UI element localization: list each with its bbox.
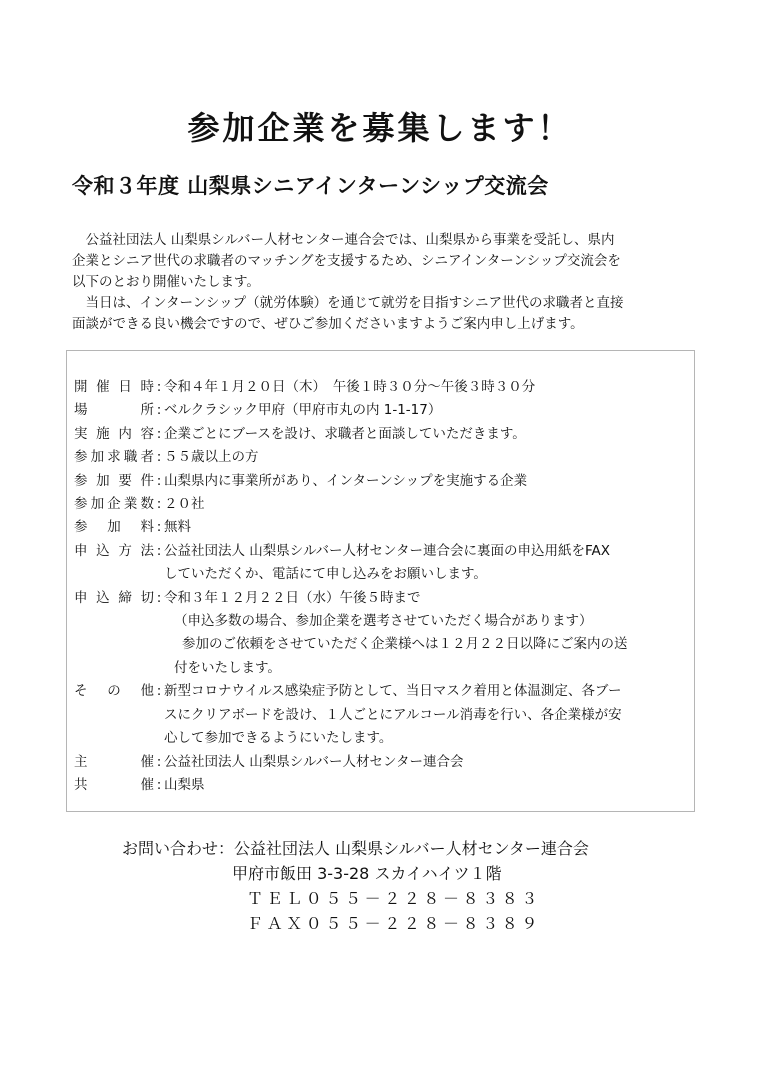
contact-address: 甲府市飯田 3-3-28 スカイハイツ１階 [232, 864, 502, 883]
detail-label [74, 516, 154, 539]
label-char: 他 [140, 683, 154, 700]
detail-label [74, 680, 154, 750]
contact-tel: ＴＥＬ０５５－２２８－８３８３ [247, 889, 542, 908]
detail-value: 公益社団法人 山梨県シルバー人材センター連合会に裏面の申込用紙をFAX していただくか、電話にて申し込みをお願いします。 [164, 542, 610, 583]
detail-row-requirements: 参 加 要 件 : 山梨県内に事業所があり、インターンシップを実施する企業 [74, 470, 694, 493]
label-char: そ [74, 683, 88, 700]
detail-label [74, 751, 154, 774]
label-char: 加 [107, 519, 121, 536]
detail-value: 山梨県 [164, 776, 205, 793]
detail-row-seekers: 参 加 求 職 者 : ５５歳以上の方 [74, 446, 694, 469]
label-char: 共 [74, 776, 88, 793]
intro-text [72, 230, 712, 335]
detail-row-date: 開 催 日 時 : 令和４年１月２０日（木） 午後１時３０分～午後３時３０分 [74, 376, 694, 399]
detail-label [74, 587, 154, 681]
detail-value: 令和４年１月２０日（木） 午後１時３０分～午後３時３０分 [164, 379, 536, 395]
detail-value: ２０社 [164, 496, 205, 513]
page-title: 参加企業を募集します！ [187, 109, 573, 147]
label-char: 申 [74, 589, 88, 606]
label-char: 加 [90, 496, 105, 513]
detail-row-apply-method: 申 込 方 法 : 公益社団法人 山梨県シルバー人材センター連合会に裏面の申込用紙をFAX していただくか、電話にて申し込みをお願いします。 [74, 540, 694, 587]
label-char: 容 [140, 425, 154, 442]
intro-line: 当日は、インターンシップ（就労体験）を通じて就労を目指すシニア世代の求職者と直接 [72, 295, 624, 311]
label-char: 法 [140, 542, 154, 559]
intro-line: 以下のとおり開催いたします。 [72, 274, 260, 290]
detail-label [74, 446, 154, 469]
label-char: 業 [123, 496, 138, 513]
label-char: 数 [140, 496, 154, 513]
label-char: 料 [140, 519, 154, 536]
detail-value: 無料 [164, 519, 191, 536]
label-char: 催 [96, 379, 110, 395]
label-char: 場 [74, 402, 88, 419]
label-char: 方 [118, 542, 132, 559]
detail-value: ５５歳以上の方 [164, 449, 259, 466]
label-char: 内 [118, 425, 132, 442]
detail-row-venue: 場 所 : ベルクラシック甲府（甲府市丸の内 1-1-17） [74, 399, 694, 422]
label-char: 加 [90, 449, 105, 466]
label-char: 件 [140, 472, 154, 489]
detail-value: ベルクラシック甲府（甲府市丸の内 1-1-17） [164, 402, 442, 419]
label-char: 主 [74, 753, 88, 770]
detail-label [74, 399, 154, 422]
event-subtitle: 令和３年度 山梨県シニアインターンシップ交流会 [72, 174, 549, 198]
label-char: 求 [107, 449, 121, 466]
label-char: 参 [74, 449, 88, 466]
detail-row-content: 実 施 内 容 : 企業ごとにブースを設け、求職者と面談していただきます。 [74, 423, 694, 446]
label-char: 加 [96, 472, 110, 489]
label-char: 込 [96, 589, 110, 606]
detail-label [74, 470, 154, 493]
label-char: 参 [74, 496, 88, 513]
label-char: 切 [140, 589, 154, 606]
label-char: 締 [118, 589, 132, 606]
detail-label [74, 376, 154, 399]
label-char: 催 [140, 776, 154, 793]
label-char: 申 [74, 542, 88, 559]
detail-value: 令和３年１２月２２日（水）午後５時まで （申込多数の場合、参加企業を選考させていただく場合があります） 参加のご依頼をさせていただく企業様へは１２月２２日以降にご案内の送 付をいたします。 [164, 589, 628, 676]
detail-label [74, 423, 154, 446]
detail-row-other: そ の 他 : 新型コロナウイルス感染症予防として、当日マスク着用と体温測定、各ブー スにクリアボードを設け、１人ごとにアルコール消毒を行い、各企業様が安 心して参加できるようにいたします。 [74, 680, 694, 750]
label-char: 参 [74, 519, 88, 536]
detail-row-organizer: 主 催 : 公益社団法人 山梨県シルバー人材センター連合会 [74, 751, 694, 774]
detail-value: 公益社団法人 山梨県シルバー人材センター連合会 [164, 753, 464, 770]
detail-row-capacity: 参 加 企 業 数 : ２０社 [74, 493, 694, 516]
detail-row-fee: 参 加 料 : 無料 [74, 516, 694, 539]
label-char: 者 [140, 449, 154, 466]
label-char: 開 [74, 379, 88, 395]
label-char: 催 [140, 753, 154, 770]
label-char: 要 [118, 472, 132, 489]
intro-line: 企業とシニア世代の求職者のマッチングを支援するため、シニアインターンシップ交流会を [72, 253, 621, 269]
detail-label [74, 493, 154, 516]
contact-heading: お問い合わせ：公益社団法人 山梨県シルバー人材センター連合会 [122, 839, 589, 858]
detail-value: 企業ごとにブースを設け、求職者と面談していただきます。 [164, 425, 526, 442]
label-char: 職 [123, 449, 138, 466]
contact-block [0, 836, 760, 936]
details-list [74, 376, 694, 797]
intro-line: 面談ができる良い機会ですので、ぜひご参加くださいますようご案内申し上げます。 [72, 316, 584, 332]
detail-row-cosponsor: 共 催 : 山梨県 [74, 774, 694, 797]
label-char: 実 [74, 425, 88, 442]
label-char: 込 [96, 542, 110, 559]
detail-value: 新型コロナウイルス感染症予防として、当日マスク着用と体温測定、各ブー スにクリアボードを設け、１人ごとにアルコール消毒を行い、各企業様が安 心して参加できるようにいたします。 [164, 683, 622, 747]
label-char: 時 [140, 379, 154, 395]
detail-label [74, 774, 154, 797]
label-char: の [107, 683, 121, 700]
label-char: 参 [74, 472, 88, 489]
intro-line: 公益社団法人 山梨県シルバー人材センター連合会では、山梨県から事業を受託し、県内 [72, 232, 615, 248]
detail-row-deadline: 申 込 締 切 : 令和３年１２月２２日（水）午後５時まで （申込多数の場合、参加企業を選考させていただく場合があります） 参加のご依頼をさせていただく企業様へは１２月２２日以降にご案内の送 付をいたします。 [74, 587, 694, 681]
label-char: 所 [140, 402, 154, 419]
contact-fax: ＦＡＸ０５５－２２８－８３８９ [247, 914, 542, 933]
detail-value: 山梨県内に事業所があり、インターンシップを実施する企業 [164, 472, 528, 489]
label-char: 日 [118, 379, 132, 395]
detail-label [74, 540, 154, 587]
label-char: 施 [96, 425, 110, 442]
label-char: 企 [107, 496, 121, 513]
